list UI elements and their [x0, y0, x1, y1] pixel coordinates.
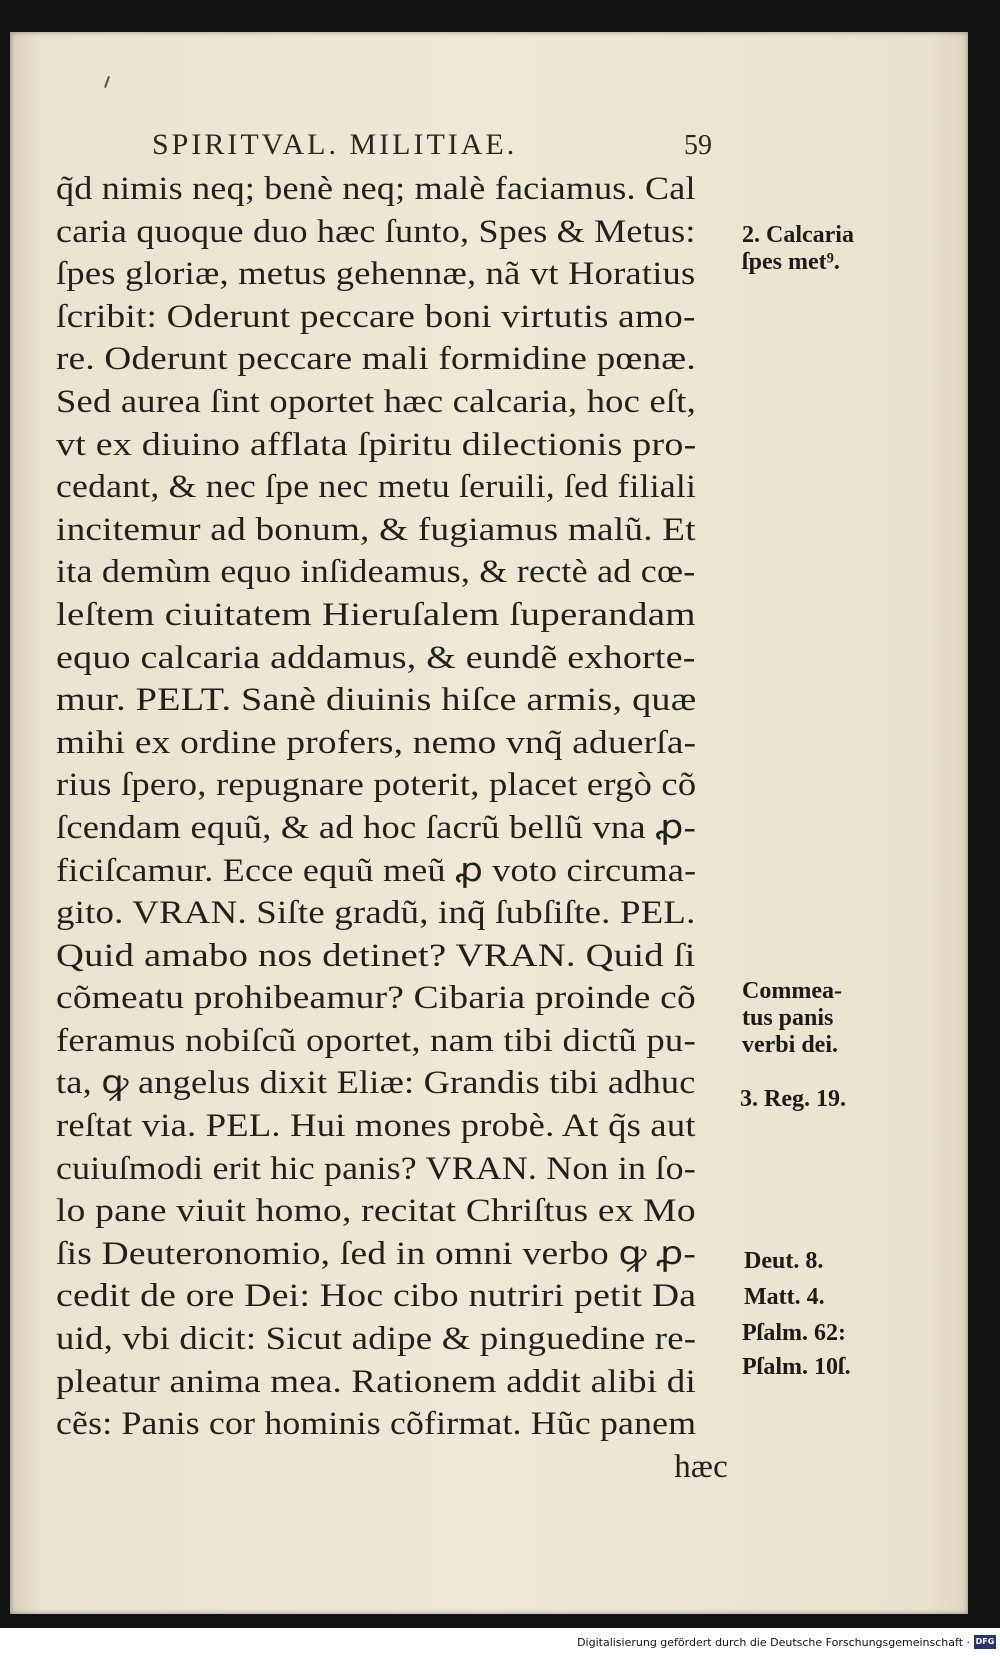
text-line: cẽs: Panis cor hominis cõfirmat. Hũc panem [56, 1406, 697, 1443]
margin-note-line: ſpes met⁹. [742, 249, 840, 275]
margin-note-deut [744, 1248, 823, 1275]
ink-mark [104, 76, 110, 88]
text-line: mur. PELT. Sanè diuinis hiſce armis, quæ [56, 682, 697, 719]
text-line: equo calcaria addamus, & eundẽ exhorte- [56, 639, 696, 676]
text-line: rius ſpero, repugnare poterit, placet ergò cõ [56, 767, 697, 804]
text-line: ſcendam equũ, & ad hoc ſacrũ bellũ vna ꝓ- [56, 809, 696, 846]
margin-note-line: Matt. 4. [744, 1284, 825, 1310]
text-line: Quid amabo nos detinet? VRAN. Quid ſi [56, 937, 696, 974]
text-line: ſis Deuteronomio, ſed in omni verbo ꝙ ꝓ- [56, 1235, 697, 1272]
dfg-logo: DFG [974, 1635, 996, 1649]
funding-notice: Digitalisierung gefördert durch die Deutsche Forschungsgemeinschaft · [577, 1636, 970, 1649]
text-line: cuiuſmodi erit hic panis? VRAN. Non in ſo- [56, 1150, 696, 1187]
margin-note-line: tus panis [742, 1005, 834, 1031]
margin-note-line: Pſalm. 10ſ. [742, 1354, 851, 1380]
text-line: ficiſcamur. Ecce equũ meũ ꝓ voto circuma- [56, 852, 697, 889]
text-line: uid, vbi dicit: Sicut adipe & pinguedine re- [56, 1321, 697, 1358]
text-line: Sed aurea ſint oportet hæc calcaria, hoc eſt, [56, 383, 697, 420]
margin-note-matt [744, 1284, 825, 1311]
text-line: pleatur anima mea. Rationem addit alibi di [56, 1363, 696, 1400]
text-line: cedit de ore Dei: Hoc cibo nutriri petit Da [56, 1278, 697, 1315]
text-line: ita demùm equo inſideamus, & rectè ad cœ- [56, 554, 696, 591]
text-line: incitemur ad bonum, & fugiamus malũ. Et [56, 511, 696, 548]
text-line: vt ex diuino afflata ſpiritu dilectionis pro- [56, 426, 697, 463]
text-line: q̃d nimis neq; benè neq; malè faciamus. Cal [56, 171, 696, 207]
text-line: cedant, & nec ſpe nec metu ſeruili, ſed filiali [56, 469, 697, 506]
margin-note-line: 2. Calcaria [742, 222, 854, 248]
running-title: SPIRITVAL. MILITIAE. [152, 128, 518, 161]
text-line: lo pane viuit homo, recitat Chriſtus ex Mo [56, 1193, 696, 1230]
text-line: re. Oderunt peccare mali formidine pœnæ. [56, 341, 696, 378]
text-line: mihi ex ordine profers, nemo vnq̃ aduerſa- [56, 724, 697, 761]
margin-note-commeatus [742, 978, 842, 1059]
margin-note-psalm-10s [742, 1354, 851, 1381]
margin-note-line: verbi dei. [742, 1032, 838, 1058]
margin-note-line: Deut. 8. [744, 1248, 824, 1274]
catchword: hæc [674, 1448, 728, 1485]
text-line: feramus nobiſcũ oportet, nam tibi dictũ pu- [56, 1022, 696, 1059]
margin-note-line: Pſalm. 62: [742, 1320, 846, 1346]
text-line: reſtat via. PEL. Hui mones probè. At q̃s aut [56, 1108, 696, 1145]
margin-note-line: 3. Reg. 19. [740, 1086, 846, 1112]
body-text [56, 168, 756, 1488]
margin-note-psalm-62 [742, 1320, 846, 1347]
text-line: ta, ꝙ angelus dixit Eliæ: Grandis tibi adhuc [56, 1065, 696, 1102]
text-line: caria quoque duo hæc ſunto, Spes & Metus: [56, 213, 696, 250]
page-number: 59 [684, 130, 712, 161]
margin-note-calcaria [742, 222, 854, 276]
footer-bar [0, 1630, 1000, 1656]
margin-note-line: Commea- [742, 978, 842, 1004]
text-line: leſtem ciuitatem Hieruſalem ſuperandam [56, 596, 696, 633]
text-line: ſpes gloriæ, metus gehennæ, nã vt Horatius [56, 256, 696, 293]
text-line: gito. VRAN. Siſte gradũ, inq̃ ſubſiſte. PEL. [56, 895, 696, 932]
text-line: cõmeatu prohibeamur? Cibaria proinde cõ [56, 980, 696, 1017]
text-line: ſcribit: Oderunt peccare boni virtutis amo- [56, 298, 696, 335]
page-header [144, 128, 764, 168]
margin-note-reg [740, 1086, 846, 1113]
